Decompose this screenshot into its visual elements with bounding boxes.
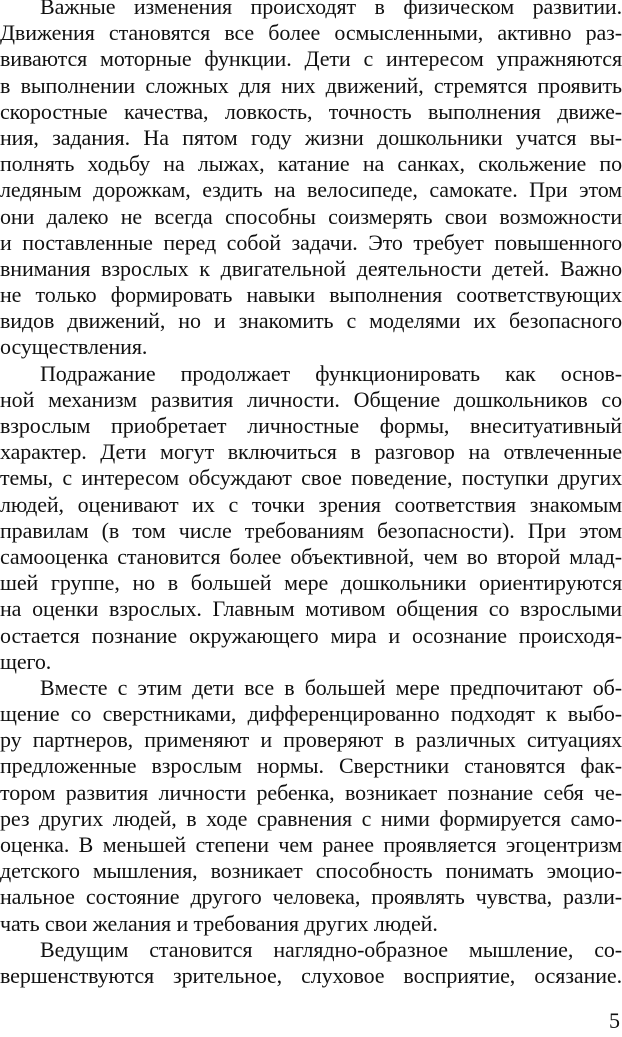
text-line: взрослым приобретает личностные формы, внеситуативный bbox=[0, 413, 622, 438]
paragraph-peers bbox=[0, 675, 622, 937]
text-line: виваются моторные функции. Дети с интересом упражняются bbox=[0, 46, 622, 72]
paragraph-physical-development bbox=[0, 0, 622, 361]
text-line: Вместе с этим дети все в большей мере предпочитают об- bbox=[40, 674, 622, 700]
text-line: щего. bbox=[0, 648, 52, 674]
text-line: в выполнении сложных для них движений, стремятся проявить bbox=[0, 72, 622, 98]
text-line: остается познание окружающего мира и осознание происходя- bbox=[0, 622, 622, 648]
text-line: скоростные качества, ловкость, точность выполнения движе- bbox=[0, 98, 622, 124]
text-line: ледяным дорожкам, ездить на велосипеде, самокате. При этом bbox=[0, 177, 622, 203]
text-line: оценка. В меньшей степени чем ранее проявляется эгоцентризм bbox=[0, 832, 622, 857]
text-line: тором развития личности ребенка, возникает познание себя че- bbox=[0, 779, 622, 805]
paragraph-imitation bbox=[0, 361, 622, 675]
text-line: нальное состояние другого человека, проявлять чувства, разли- bbox=[0, 884, 622, 910]
text-line: Движения становятся все более осмысленными, активно раз- bbox=[0, 20, 622, 46]
text-line: и поставленные перед собой задачи. Это требует повышенного bbox=[0, 229, 622, 255]
text-line: щение со сверстниками, дифференцированно подходят к выбо- bbox=[0, 701, 622, 727]
text-line: не только формировать навыки выполнения соответствующих bbox=[0, 282, 622, 308]
text-line: Важные изменения происходят в физическом развитии. bbox=[40, 0, 622, 19]
text-line: полнять ходьбу на лыжах, катание на санках, скольжение по bbox=[0, 151, 622, 177]
text-line: людей, оценивают их с точки зрения соответствия знакомым bbox=[0, 491, 622, 517]
text-line: самооценка становится более объективной, чем во второй млад- bbox=[0, 543, 622, 569]
text-line: они далеко не всегда способны соизмерять свои возможности bbox=[0, 203, 622, 229]
text-line: Ведущим становится наглядно-образное мышление, со- bbox=[40, 936, 622, 962]
text-line: предложенные взрослым нормы. Сверстники становятся фак- bbox=[0, 753, 622, 779]
text-line: ру партнеров, применяют и проверяют в различных ситуациях bbox=[0, 727, 622, 753]
text-line: темы, с интересом обсуждают свое поведение, поступки других bbox=[0, 465, 622, 491]
text-line: вершенствуются зрительное, слуховое восприятие, осязание. bbox=[0, 962, 622, 988]
text-line: характер. Дети могут включиться в разговор на отвлеченные bbox=[0, 439, 622, 465]
text-line: осуществления. bbox=[0, 334, 148, 360]
text-line: правилам (в том числе требованиям безопасности). При этом bbox=[0, 517, 622, 543]
paragraph-thinking bbox=[0, 937, 622, 989]
text-line: ния, задания. На пятом году жизни дошкольники учатся вы- bbox=[0, 124, 622, 150]
text-line: Подражание продолжает функционировать как основ- bbox=[40, 360, 622, 386]
text-line: ной механизм развития личности. Общение дошкольников со bbox=[0, 386, 622, 412]
text-line: детского мышления, возникает способность понимать эмоцио- bbox=[0, 858, 622, 884]
text-line: видов движений, но и знакомить с моделями их безопасного bbox=[0, 308, 622, 334]
text-line: рез других людей, в ходе сравнения с ними формируется само- bbox=[0, 805, 622, 831]
text-line: шей группе, но в большей мере дошкольники ориентируются bbox=[0, 570, 622, 596]
text-line: на оценки взрослых. Главным мотивом общения со взрослыми bbox=[0, 596, 622, 622]
text-line: чать свои желания и требования других людей. bbox=[0, 910, 438, 936]
page-number: 5 bbox=[609, 1008, 620, 1033]
text-line: внимания взрослых к двигательной деятельности детей. Важно bbox=[0, 255, 622, 281]
